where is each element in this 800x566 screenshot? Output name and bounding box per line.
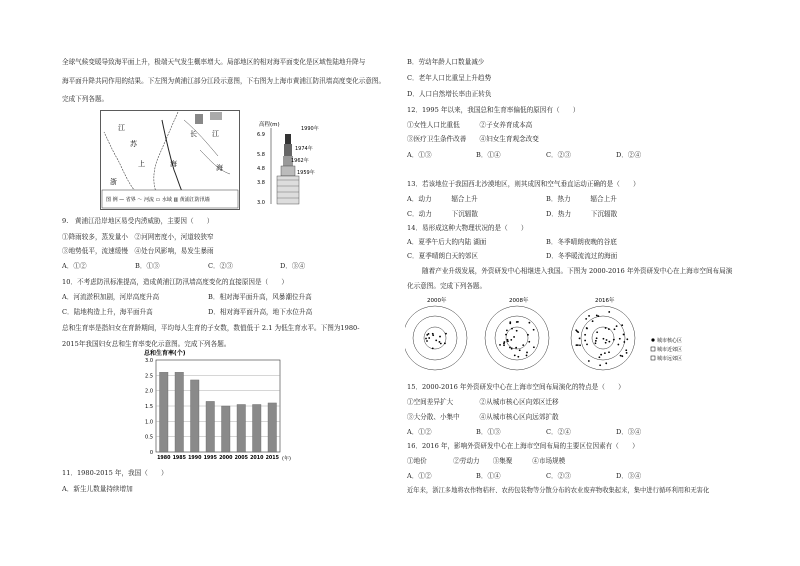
chart-ytick: 0 [149, 450, 153, 456]
q13-option-c[interactable]: C．动力 下沉辐散 [407, 210, 478, 218]
q9-option-d[interactable]: D．③④ [280, 262, 306, 270]
q11-option-c[interactable]: C．老年人口比重呈上升趋势 [407, 74, 492, 82]
q10-stem: 10．不考虑防汛标准提高，造成黄浦江防汛墙高度变化的直接原因是（ ） [62, 278, 288, 286]
q12-option-d[interactable]: D．②④ [616, 151, 642, 159]
fertility-bar-chart [130, 346, 300, 466]
chart-ytick: 2.0 [145, 388, 153, 395]
q15-option-a[interactable]: A．①② [407, 428, 432, 436]
chart-title: 总和生育率(个) [144, 350, 186, 357]
intro3-line-2: 化示意图。完成下列各题。 [407, 282, 487, 290]
wall-year-1990: 1990年 [301, 126, 319, 132]
q9-option-b[interactable]: B．①③ [135, 262, 160, 270]
ring-label-2008: 2008年 [509, 298, 529, 304]
wall-year-1974: 1974年 [295, 146, 313, 152]
map-label-jiang2: 江 [212, 130, 219, 138]
q15-option-d[interactable]: D．③④ [616, 428, 642, 436]
q12-choice-a: ①女性人口比重低 ②子女养育成本高 [407, 121, 533, 129]
chart-bar-2005 [237, 404, 246, 452]
intro-line-2: 海平面升降共同作用的结果。下左图为黄浦江部分江段示意图，下右图为上海市黄浦江防汛墙高度变化示意图。 [62, 77, 386, 85]
wall-tick-48: 4.8 [257, 166, 265, 172]
map-label-shang: 上 [138, 160, 145, 168]
map-label-hai2: 海 [216, 164, 223, 172]
q13-stem: 13．若该地位于我国西北沙漠地区，则其成因和空气垂直运动正确的是（ ） [407, 180, 640, 188]
q11-option-d[interactable]: D．人口自然增长率由正转负 [407, 90, 492, 98]
intro2-line-2: 2015年我国妇女总和生育率变化示意图。完成下列各题。 [62, 340, 231, 348]
q11-stem: 11．1980-2015 年，我国（ ） [62, 469, 168, 477]
q14-stem: 14．易形成这种大物理状况的是（ ） [407, 224, 528, 232]
q16-option-b[interactable]: B．①④ [476, 472, 501, 480]
q13-option-b[interactable]: B．热力 辐合上升 [546, 195, 617, 203]
chart-xtick: 2015 [265, 456, 279, 461]
legend-core: 城市核心区 [657, 338, 683, 344]
q11-option-a[interactable]: A．新生儿数量持续增加 [62, 485, 133, 493]
chart-xtick: 1990 [188, 456, 202, 461]
chart-ytick: 1.5 [145, 404, 153, 410]
wall-tick-58: 5.8 [257, 152, 265, 158]
chart-xtick: 2000 [219, 456, 233, 461]
legend-far: 城市远郊区 [657, 356, 683, 362]
q9-choice-b: ③地势低平，流速缓慢 ④处台风影响，易发生暴雨 [62, 247, 214, 255]
wall-tick-69: 6.9 [257, 132, 265, 138]
chart-xtick: 2005 [234, 456, 248, 461]
chart-ytick: 2.5 [145, 373, 153, 380]
q12-choice-b: ③医疗卫生条件改善 ④妇女生育观念改变 [407, 135, 539, 143]
chart-xtick: 1985 [172, 456, 186, 461]
intro2-line-1: 总和生育率是指妇女在育龄期间，平均每人生育的子女数，数值低于 2.1 为低生育水平。下图为1980- [62, 324, 360, 332]
q14-option-b[interactable]: B．冬季晴朗夜晚的谷底 [546, 238, 617, 246]
legend-near: 城市近郊区 [657, 347, 683, 353]
q16-stem: 16．2016 年，影响外资研发中心在上海市空间布局的主要区位因素有（ ） [407, 442, 639, 450]
chart-ytick: 3.0 [145, 358, 153, 364]
chart-bar-1990 [190, 380, 199, 452]
intro-line-1: 全球气候变暖导致海平面上升，极端天气发生概率增大。局部地区的相对海平面变化是区域性陆地升降与 [62, 58, 366, 66]
wall-tick-38: 3.8 [257, 180, 265, 186]
q10-option-a[interactable]: A．河流淤积加剧，河岸高度升高 [62, 293, 160, 301]
map-label-cheng: 长 [190, 130, 197, 138]
q12-option-a[interactable]: A．①③ [407, 151, 432, 159]
q10-option-d[interactable]: D．相对海平面升高，地下水位升高 [208, 308, 313, 316]
q16-choice-a: ①地价 ②劳动力 ③集聚 ④市场规模 [407, 457, 566, 465]
q16-option-c[interactable]: C．②③ [546, 472, 571, 480]
chart-xtick: 1980 [157, 456, 171, 461]
chart-bar-2010 [252, 404, 261, 452]
wall-year-1962: 1962年 [291, 158, 309, 164]
chart-bar-2015 [268, 403, 277, 452]
chart-bar-1980 [159, 372, 168, 452]
q12-option-c[interactable]: C．②③ [546, 151, 571, 159]
map-label-zhe: 浙 [110, 178, 117, 186]
chart-bar-1995 [206, 401, 215, 452]
q9-stem: 9. 黄浦江沿岸地区易受内涝威胁，主要因（ ） [62, 217, 214, 225]
chart-bar-2000 [221, 406, 230, 452]
q15-choice-a: ①空间差异扩大 ②从城市核心区向郊区迁移 [407, 398, 559, 406]
q12-option-b[interactable]: B．①④ [476, 151, 501, 159]
q14-option-a[interactable]: A．夏季午后大的内陆 湖面 [407, 238, 487, 246]
wall-axis-title: 高程(m) [259, 122, 280, 128]
q13-option-a[interactable]: A．动力 辐合上升 [407, 195, 478, 203]
q15-stem: 15．2000-2016 年外资研发中心在上海市空间布局演化的特点是（ ） [407, 383, 625, 391]
q13-option-d[interactable]: D．热力 下沉辐散 [546, 210, 618, 218]
q9-option-a[interactable]: A．①② [62, 262, 87, 270]
chart-ytick: 1.0 [145, 419, 153, 426]
q10-option-c[interactable]: C．陆地构造上升，海平面升高 [62, 308, 153, 316]
intro4-line-1: 近年来，浙江多地将农作物秸秆、农药包装物等分散分布的农业废弃物收集起来，集中进行循环利用和无害化 [407, 487, 710, 494]
chart-ytick: 0.5 [145, 434, 153, 441]
chart-bar-1985 [175, 372, 184, 452]
wall-year-1959: 1959年 [297, 170, 315, 176]
chart-xtick: 2010 [250, 456, 264, 461]
q10-option-b[interactable]: B．相对海平面升高，风暴潮位升高 [208, 293, 312, 301]
q9-option-c[interactable]: C．②③ [208, 262, 233, 270]
intro3-line-1: 随着产业升级发展，外资研发中心相继进入我国。下图为 2000-2016 年外资研发中心在上海市空间布局演 [422, 267, 733, 275]
intro-line-3: 完成下列各题。 [62, 95, 109, 103]
map-label-hai: 海 [170, 160, 177, 168]
q14-option-c[interactable]: C．夏季晴朗白天的郊区 [407, 252, 478, 260]
wall-tick-30: 3.0 [257, 200, 265, 206]
map-label-su: 苏 [130, 140, 137, 148]
q16-option-a[interactable]: A．①② [407, 472, 432, 480]
ring-label-2000: 2000年 [427, 298, 447, 304]
huangpu-map-figure [100, 110, 240, 210]
map-label-jiang: 江 [118, 124, 125, 132]
q16-option-d[interactable]: D．③④ [616, 472, 642, 480]
chart-x-unit: (年) [282, 456, 291, 462]
ring-label-2016: 2016年 [595, 298, 615, 304]
q14-option-d[interactable]: D．冬季暖流流过的海面 [546, 252, 618, 260]
q15-option-b[interactable]: B．①③ [476, 428, 501, 436]
q12-stem: 12．1995 年以来，我国总和生育率偏低的原因有（ ） [407, 106, 580, 114]
q9-choice-a: ①降雨较多，蒸发量小 ②河网密度小，河道较狭窄 [62, 233, 214, 241]
rd-center-rings-figure [405, 294, 695, 374]
q15-choice-b: ③大分散、小集中 ④从城市核心区向远郊扩散 [407, 413, 559, 421]
chart-xtick: 1995 [203, 456, 217, 461]
map-legend: 图 例 — 省界 ～ 河流 ▭ 水域 ▥ 黄浦江防汛墙 [106, 197, 210, 203]
q11-option-b[interactable]: B．劳动年龄人口数量减少 [407, 58, 485, 66]
q15-option-c[interactable]: C．②④ [546, 428, 571, 436]
flood-wall-figure [255, 118, 335, 210]
